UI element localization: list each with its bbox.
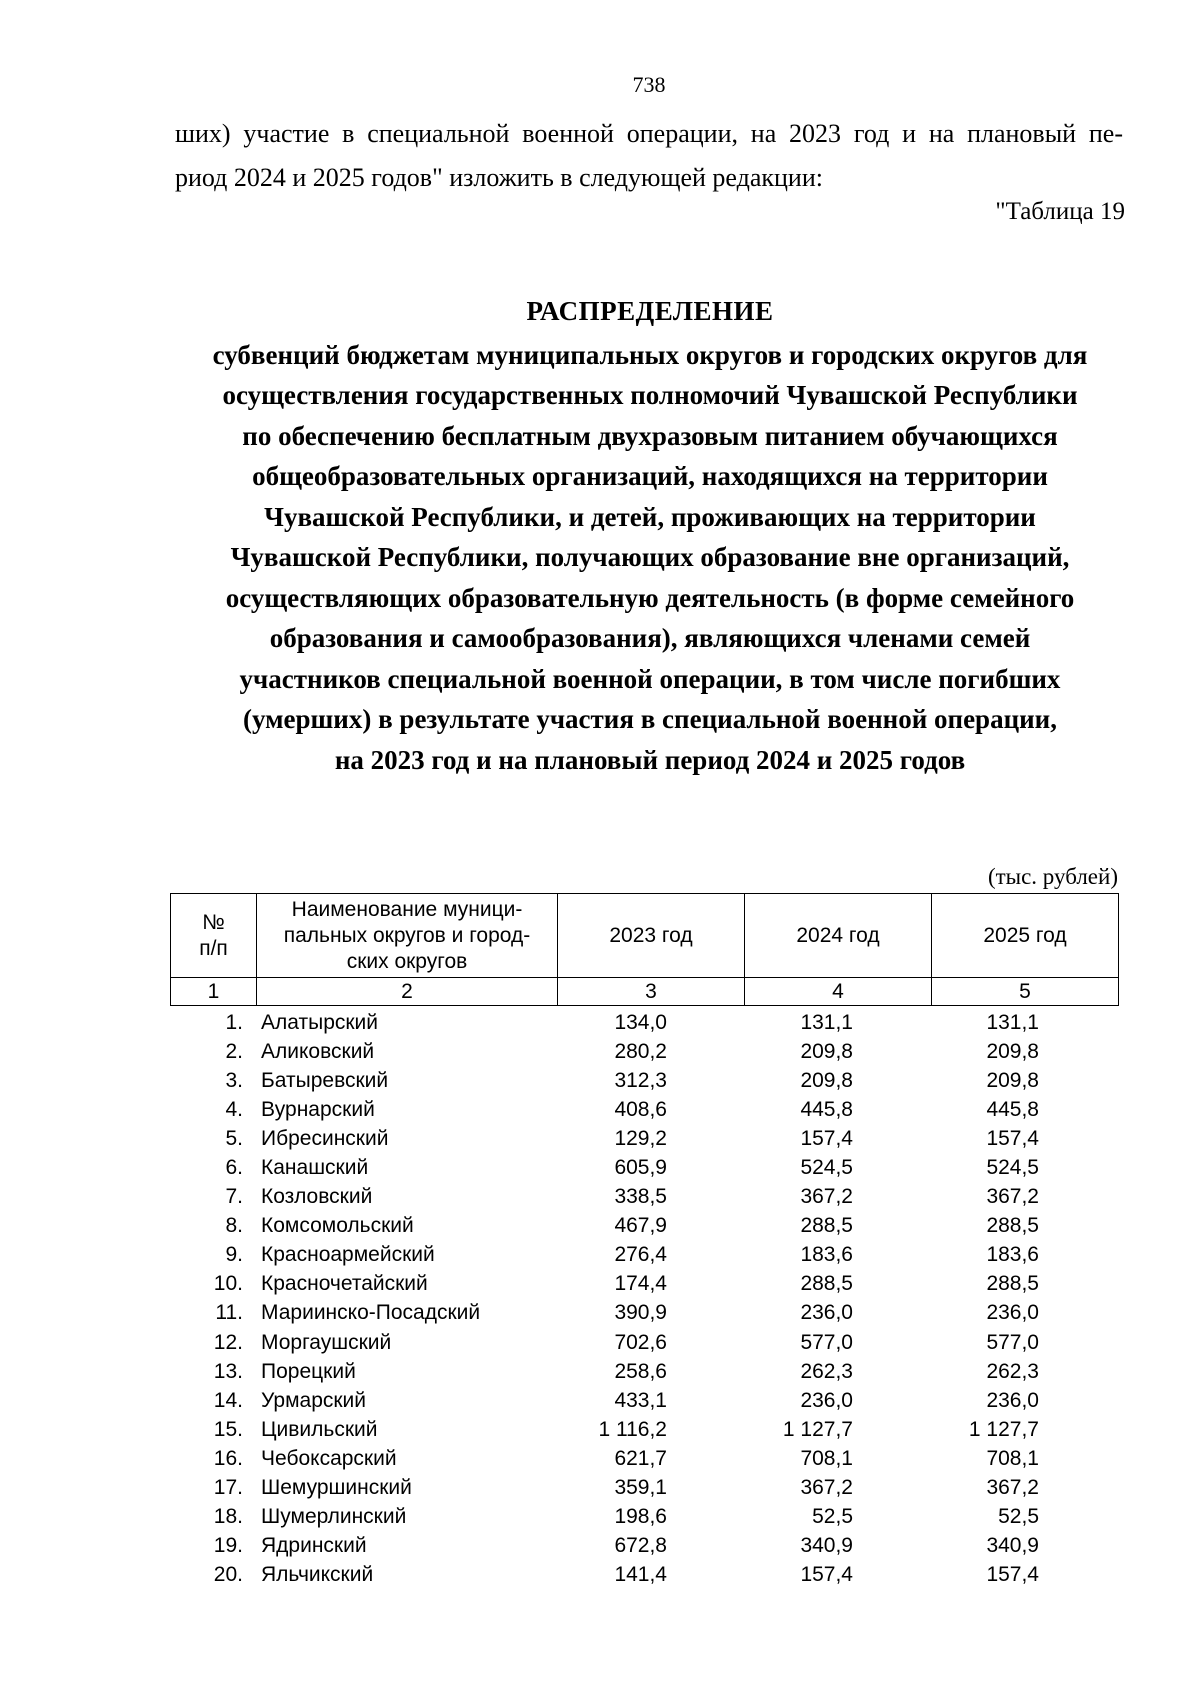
table-row xyxy=(170,1328,1114,1357)
column-number: 5 xyxy=(932,978,1119,1006)
row-value-2024: 236,0 xyxy=(800,1388,853,1412)
row-number: 12. xyxy=(213,1330,243,1354)
row-value-2025: 262,3 xyxy=(986,1359,1039,1383)
row-value-2023: 672,8 xyxy=(614,1534,667,1558)
row-value-2024: 288,5 xyxy=(800,1214,853,1238)
heading-line: по обеспечению бесплатным двухразовым питанием обучающихся xyxy=(242,420,1058,451)
table-row xyxy=(170,1037,1114,1066)
row-value-2023: 338,5 xyxy=(614,1185,667,1209)
table-header xyxy=(170,893,1119,1006)
table-row xyxy=(170,1503,1114,1532)
row-value-2024: 157,4 xyxy=(800,1126,853,1150)
header-num-line: № xyxy=(202,910,225,934)
row-name: Вурнарский xyxy=(261,1097,375,1121)
row-name: Шемуршинский xyxy=(261,1476,412,1500)
header-2023: 2023 год xyxy=(558,894,745,978)
row-name: Аликовский xyxy=(261,1039,375,1063)
heading-line: образования и самообразования), являющихся членами семей xyxy=(269,623,1031,653)
row-value-2023: 433,1 xyxy=(614,1388,667,1412)
row-number: 11. xyxy=(215,1301,243,1325)
header-2025: 2025 год xyxy=(932,894,1119,978)
row-value-2024: 183,6 xyxy=(800,1243,853,1267)
column-number: 2 xyxy=(257,978,558,1006)
row-name: Мариинско-Посадский xyxy=(261,1301,481,1325)
row-value-2025: 445,8 xyxy=(986,1097,1039,1121)
row-value-2023: 129,2 xyxy=(614,1126,667,1150)
row-value-2023: 359,1 xyxy=(614,1476,667,1500)
row-value-2024: 131,1 xyxy=(800,1010,853,1034)
row-value-2025: 157,4 xyxy=(986,1563,1039,1587)
header-num-line: п/п xyxy=(199,936,228,960)
row-number: 9. xyxy=(225,1243,243,1267)
row-value-2024: 236,0 xyxy=(800,1301,853,1325)
row-value-2023: 258,6 xyxy=(614,1359,667,1383)
row-number: 6. xyxy=(225,1156,243,1180)
row-name: Батыревский xyxy=(261,1068,389,1092)
column-number: 3 xyxy=(558,978,745,1006)
row-number: 15. xyxy=(213,1417,243,1441)
row-value-2025: 209,8 xyxy=(986,1068,1039,1092)
row-value-2023: 276,4 xyxy=(614,1243,667,1267)
row-value-2025: 367,2 xyxy=(986,1185,1039,1209)
row-number: 10. xyxy=(213,1272,243,1296)
table-row xyxy=(170,1532,1114,1561)
row-value-2023: 280,2 xyxy=(614,1039,667,1063)
row-value-2025: 1 127,7 xyxy=(968,1417,1039,1441)
header-num xyxy=(171,894,257,978)
row-name: Урмарский xyxy=(261,1388,367,1412)
row-value-2025: 157,4 xyxy=(986,1126,1039,1150)
row-name: Цивильский xyxy=(261,1417,378,1441)
row-name: Чебоксарский xyxy=(261,1446,397,1470)
table-row xyxy=(170,1212,1114,1241)
row-value-2023: 141,4 xyxy=(614,1563,667,1587)
row-number: 17. xyxy=(213,1476,243,1500)
row-value-2025: 524,5 xyxy=(986,1156,1039,1180)
row-name: Комсомольский xyxy=(261,1214,414,1238)
row-value-2025: 52,5 xyxy=(998,1505,1039,1529)
row-value-2025: 288,5 xyxy=(986,1214,1039,1238)
table-reference: "Таблица 19 xyxy=(995,198,1125,225)
row-value-2025: 367,2 xyxy=(986,1476,1039,1500)
table-row xyxy=(170,1241,1114,1270)
heading-line: осуществления государственных полномочий Чувашской Республики xyxy=(222,380,1078,410)
table-row xyxy=(170,1066,1114,1095)
table-row xyxy=(170,1386,1114,1415)
heading-line: Чувашской Республики, получающих образование вне организаций, xyxy=(230,542,1070,572)
row-value-2025: 183,6 xyxy=(986,1243,1039,1267)
row-name: Яльчикский xyxy=(261,1563,374,1587)
row-value-2024: 340,9 xyxy=(800,1534,853,1558)
row-name: Алатырский xyxy=(261,1010,379,1034)
row-value-2023: 174,4 xyxy=(614,1272,667,1296)
table-row xyxy=(170,1357,1114,1386)
row-value-2023: 390,9 xyxy=(614,1301,667,1325)
row-value-2025: 236,0 xyxy=(986,1388,1039,1412)
row-name: Шумерлинский xyxy=(261,1505,407,1529)
table-body xyxy=(170,1008,1114,1590)
table-row xyxy=(170,1474,1114,1503)
row-value-2024: 288,5 xyxy=(800,1272,853,1296)
row-value-2023: 312,3 xyxy=(614,1068,667,1092)
heading-line: общеобразовательных организаций, находящихся на территории xyxy=(252,461,1048,491)
row-number: 18. xyxy=(213,1505,243,1529)
intro-paragraph xyxy=(175,112,1123,200)
row-value-2023: 134,0 xyxy=(614,1010,667,1034)
heading-line: участников специальной военной операции, в том числе погибших xyxy=(239,663,1061,694)
row-number: 5. xyxy=(225,1126,243,1150)
page-number: 738 xyxy=(632,72,666,97)
heading-line: Чувашской Республики, и детей, проживающих на территории xyxy=(264,501,1036,532)
table-row xyxy=(170,1444,1114,1473)
heading-line: (умерших) в результате участия в специальной военной операции, xyxy=(242,704,1057,734)
table-row xyxy=(170,1008,1114,1037)
row-value-2024: 524,5 xyxy=(800,1156,853,1180)
row-name: Моргаушский xyxy=(261,1330,392,1354)
row-number: 19. xyxy=(213,1534,243,1558)
header-name xyxy=(257,894,558,978)
row-value-2025: 577,0 xyxy=(986,1330,1039,1354)
row-value-2025: 708,1 xyxy=(986,1446,1039,1470)
row-value-2024: 157,4 xyxy=(800,1563,853,1587)
heading-line: осуществляющих образовательную деятельность (в форме семейного xyxy=(225,582,1075,613)
row-value-2024: 52,5 xyxy=(812,1505,853,1529)
row-value-2024: 708,1 xyxy=(800,1446,853,1470)
row-value-2024: 209,8 xyxy=(800,1068,853,1092)
table-row xyxy=(170,1561,1114,1590)
row-value-2023: 198,6 xyxy=(614,1505,667,1529)
row-name: Ядринский xyxy=(261,1534,367,1558)
row-name: Порецкий xyxy=(261,1359,356,1383)
row-number: 8. xyxy=(225,1214,243,1238)
document-heading xyxy=(150,291,1150,780)
row-value-2024: 445,8 xyxy=(800,1097,853,1121)
row-name: Красноармейский xyxy=(261,1243,435,1267)
row-name: Красночетайский xyxy=(261,1272,428,1296)
row-value-2024: 1 127,7 xyxy=(782,1417,853,1441)
row-value-2024: 367,2 xyxy=(800,1476,853,1500)
heading-title: РАСПРЕДЕЛЕНИЕ xyxy=(526,296,774,326)
row-name: Ибресинский xyxy=(261,1126,389,1150)
row-value-2024: 262,3 xyxy=(800,1359,853,1383)
header-2024: 2024 год xyxy=(745,894,932,978)
row-value-2023: 702,6 xyxy=(614,1330,667,1354)
row-number: 16. xyxy=(213,1446,243,1470)
units-label: (тыс. рублей) xyxy=(987,864,1118,889)
row-value-2023: 621,7 xyxy=(614,1446,667,1470)
row-value-2024: 577,0 xyxy=(800,1330,853,1354)
row-value-2023: 1 116,2 xyxy=(598,1417,667,1441)
row-value-2025: 209,8 xyxy=(986,1039,1039,1063)
row-value-2025: 131,1 xyxy=(986,1010,1039,1034)
header-name-line: пальных округов и город- xyxy=(283,923,531,947)
row-number: 20. xyxy=(213,1563,243,1587)
table-row xyxy=(170,1415,1114,1444)
row-number: 2. xyxy=(225,1039,243,1063)
row-number: 4. xyxy=(225,1097,243,1121)
row-number: 1. xyxy=(225,1010,243,1034)
row-value-2025: 288,5 xyxy=(986,1272,1039,1296)
row-value-2023: 605,9 xyxy=(614,1156,667,1180)
table-row xyxy=(170,1270,1114,1299)
intro-line: риод 2024 и 2025 годов" изложить в следующей редакции: xyxy=(175,163,823,192)
row-value-2023: 408,6 xyxy=(614,1097,667,1121)
row-number: 13. xyxy=(213,1359,243,1383)
row-number: 3. xyxy=(225,1068,243,1092)
row-number: 7. xyxy=(225,1185,243,1209)
table-row xyxy=(170,1299,1114,1328)
row-value-2024: 367,2 xyxy=(800,1185,853,1209)
row-number: 14. xyxy=(213,1388,243,1412)
row-value-2025: 340,9 xyxy=(986,1534,1039,1558)
column-number: 4 xyxy=(745,978,932,1006)
row-value-2025: 236,0 xyxy=(986,1301,1039,1325)
table-row xyxy=(170,1095,1114,1124)
table-row xyxy=(170,1153,1114,1182)
column-number: 1 xyxy=(171,978,257,1006)
heading-line: субвенций бюджетам муниципальных округов и городских округов для xyxy=(212,339,1088,370)
table-row xyxy=(170,1124,1114,1153)
row-value-2023: 467,9 xyxy=(614,1214,667,1238)
intro-line: ших) участие в специальной военной операции, на 2023 год и на плановый пе- xyxy=(175,119,1123,148)
header-name-line: ских округов xyxy=(346,949,468,973)
row-value-2024: 209,8 xyxy=(800,1039,853,1063)
header-name-line: Наименование муници- xyxy=(291,897,523,921)
heading-line: на 2023 год и на плановый период 2024 и 2025 годов xyxy=(334,744,966,775)
row-name: Канашский xyxy=(261,1156,369,1180)
table-row xyxy=(170,1183,1114,1212)
row-name: Козловский xyxy=(261,1185,373,1209)
